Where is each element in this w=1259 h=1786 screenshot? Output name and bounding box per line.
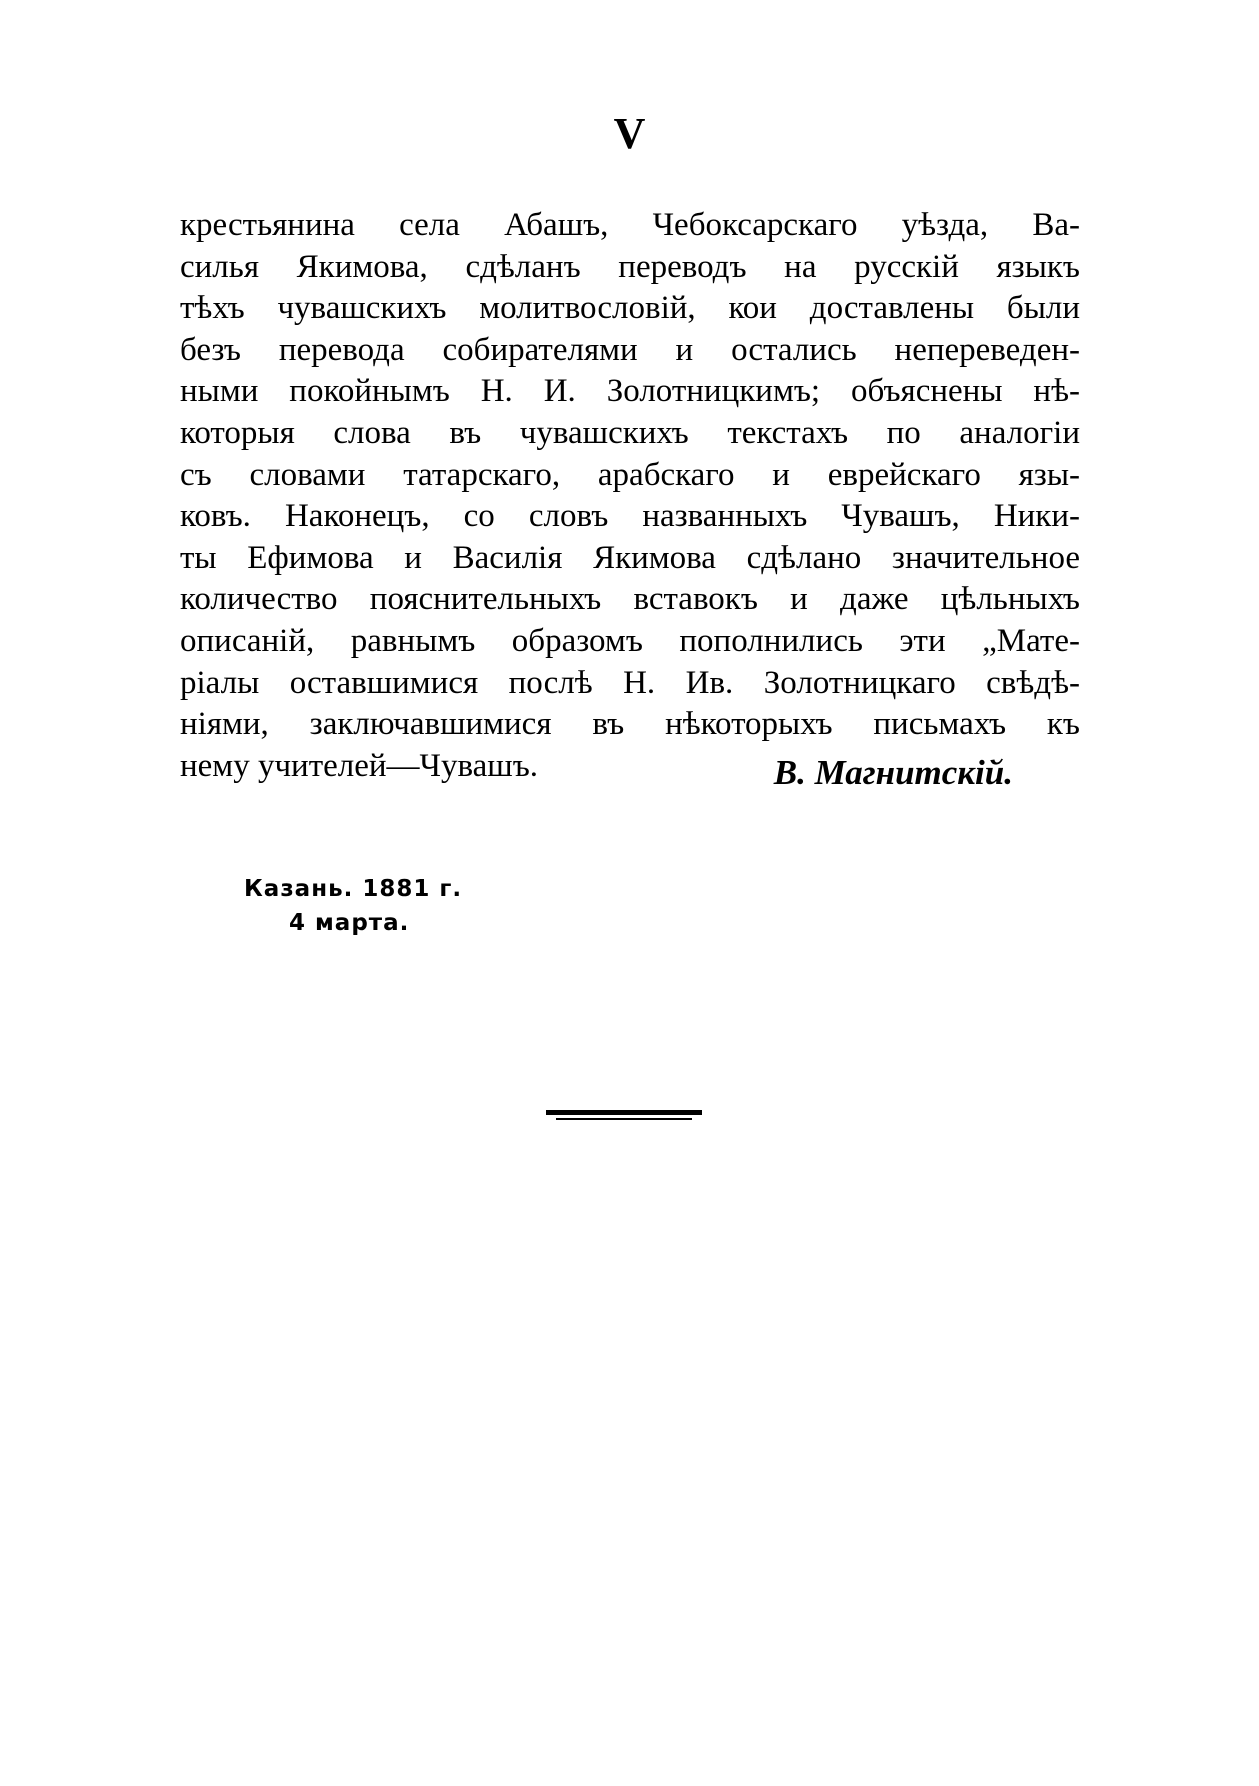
author-signature: В. Магнитскій.: [773, 753, 1013, 792]
body-line: съ словами татарскаго, арабскаго и еврейскаго язы-: [180, 456, 1080, 493]
dateline: [244, 872, 462, 940]
body-line: нему учителей—Чувашъ.: [180, 747, 539, 784]
body-line: которыя слова въ чувашскихъ текстахъ по аналогіи: [180, 414, 1080, 451]
body-paragraph: [180, 205, 1080, 787]
body-line: крестьянина села Абашъ, Чебоксарскаго уѣзда, Ва-: [180, 207, 1080, 243]
page-number: V: [613, 109, 646, 158]
body-line: ковъ. Наконецъ, со словъ названныхъ Чувашъ, Ники-: [180, 498, 1080, 535]
dateline-place-year: Казань. 1881 г.: [244, 876, 463, 902]
body-line: ными покойнымъ Н. И. Золотницкимъ; объяснены нѣ-: [180, 373, 1080, 410]
body-line: ріалы оставшимися послѣ Н. Ив. Золотницкаго свѣдѣ-: [180, 664, 1080, 701]
body-line: ніями, заключавшимися въ нѣкоторыхъ письмахъ къ: [180, 706, 1080, 743]
ornamental-divider: [546, 1110, 702, 1122]
body-line: безъ перевода собирателями и остались непереведен-: [180, 331, 1080, 368]
body-line: ты Ефимова и Василія Якимова сдѣлано значительное: [180, 539, 1080, 576]
body-line: тѣхъ чувашскихъ молитвословій, кои доставлены были: [180, 290, 1080, 327]
body-line: количество пояснительныхъ вставокъ и даже цѣльныхъ: [180, 581, 1080, 618]
dateline-date: 4 марта.: [289, 910, 410, 936]
body-line: силья Якимова, сдѣланъ переводъ на русскій языкъ: [180, 248, 1080, 285]
divider-thin-rule: [556, 1118, 692, 1120]
divider-thick-rule: [546, 1110, 702, 1115]
body-line: описаній, равнымъ образомъ пополнились эти „Мате-: [180, 622, 1080, 659]
